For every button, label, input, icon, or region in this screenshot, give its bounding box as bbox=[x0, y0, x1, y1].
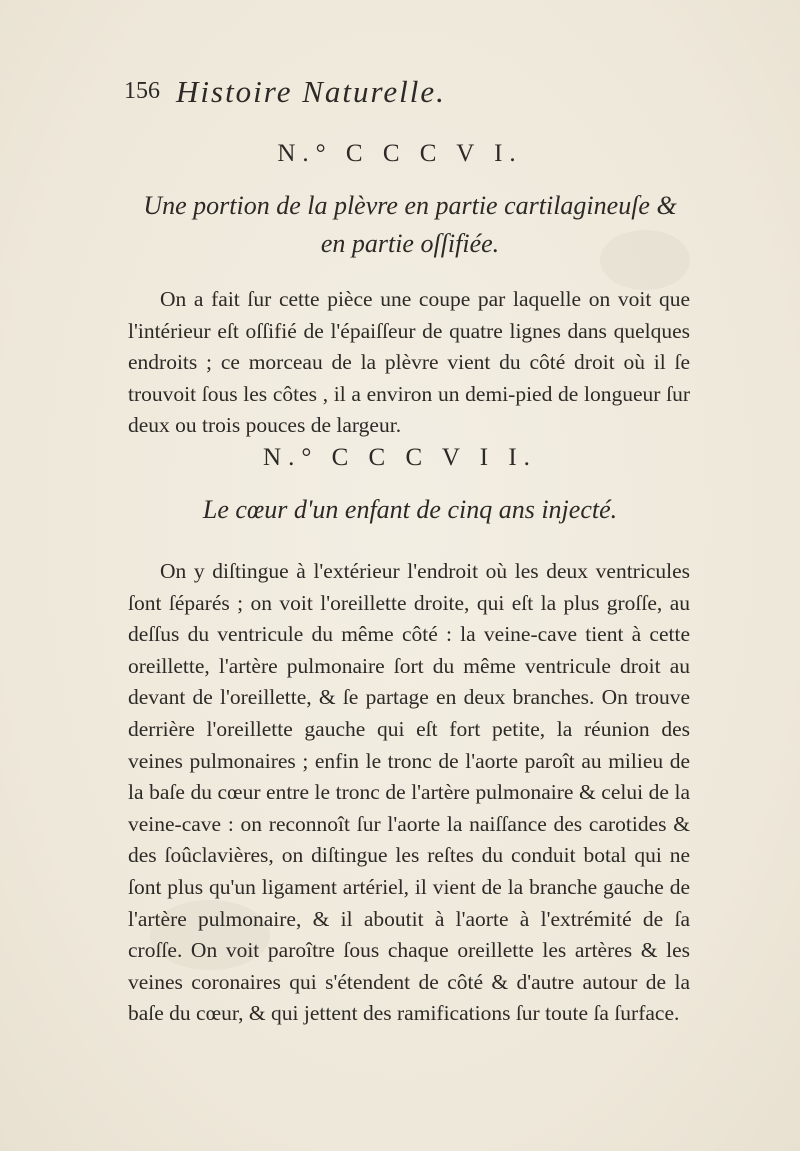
entry-title: Une portion de la plèvre en partie cartilagineuſe & en partie oſſifiée. bbox=[143, 191, 677, 258]
entry-number: N.° C C C V I. bbox=[277, 140, 523, 167]
entry-title: Le cœur d'un enfant de cinq ans injecté. bbox=[202, 495, 618, 524]
running-title: Histoire Naturelle. bbox=[176, 74, 446, 109]
entry-text: On y diſtingue à l'extérieur l'endroit où les deux ventricules ſont ſéparés ; on voit l'oreillette droite, qui eſt la plus groſſe, au deſſus du ventricule du même côté : la veine-cave tient à cette oreillette, l'artère pulmonaire ſort du même ventricule droit au devant de l'oreillette, & ſe partage en deux branches. On trouve derrière l'oreillette gauche qui eſt fort petite, la réunion des veines pulmonaires ; enfin le tronc de l'aorte paroît au milieu de la baſe du cœur entre le tronc de l'artère pulmonaire & celui de la veine-cave : on reconnoît ſur l'aorte la naiſſance des carotides & des ſoûclavières, on diſtingue les reſtes du conduit botal qui ne ſont plus qu'un ligament artériel, il vient de la branche gauche de l'artère pulmonaire, & il aboutit à l'aorte à l'extrémité de ſa croſſe. On voit paroître ſous chaque oreillette les artères & les veines coronaires qui s'étendent de côté & d'autre autour de la baſe du cœur, & qui jettent des ramifications ſur toute ſa ſurface. bbox=[128, 559, 690, 1026]
entry-number: N.° C C C V I I. bbox=[263, 444, 537, 471]
entry-text: On a fait ſur cette pièce une coupe par laquelle on voit que l'intérieur eſt oſſifié de l'épaiſſeur de quatre lignes dans quelques endroits ; ce morceau de la plèvre vient du côté droit où il ſe trouvoit ſous les côtes , il a environ un demi-pied de longueur ſur deux ou trois pouces de largeur. bbox=[128, 287, 690, 438]
running-head bbox=[124, 74, 684, 114]
page-number: 156 bbox=[124, 78, 160, 104]
